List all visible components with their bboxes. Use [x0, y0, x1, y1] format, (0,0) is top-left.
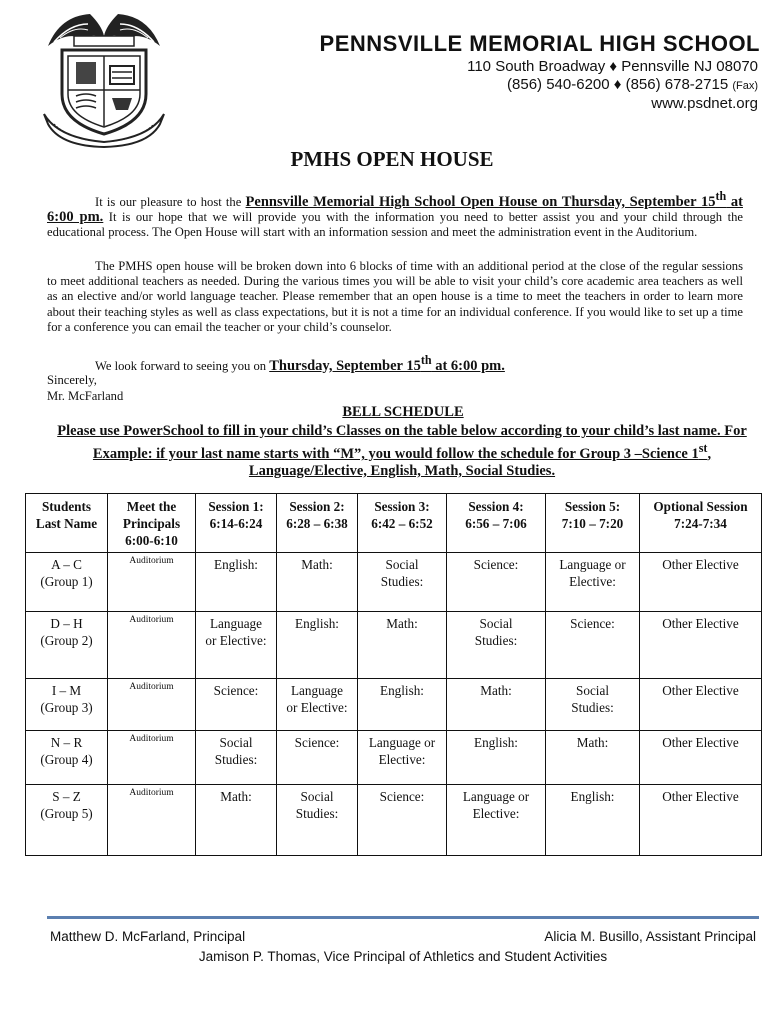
- header-line: Students: [41, 499, 92, 514]
- session-cell: [546, 612, 640, 679]
- header-line: Session 3:: [374, 499, 430, 514]
- table-row: [26, 785, 762, 856]
- closing-emphasis-text: Thursday, September 15: [269, 357, 421, 374]
- session-line: Math:: [480, 683, 512, 698]
- session-cell: [277, 785, 358, 856]
- group-line: (Group 3): [40, 700, 93, 715]
- header-line: 6:14-6:24: [209, 516, 263, 531]
- session-line: Social: [385, 557, 419, 572]
- session-cell: [640, 785, 762, 856]
- header-line: Session 5:: [564, 499, 621, 514]
- session-line: Science:: [294, 735, 340, 750]
- intro-emphasis-text: Pennsville Memorial High School Open House on Thursday, September 15: [245, 193, 716, 210]
- session-line: Studies:: [380, 574, 424, 589]
- group-cell: [26, 612, 108, 679]
- location-label: Auditorium: [129, 682, 174, 692]
- session-line: Science:: [473, 557, 519, 572]
- session-cell: [640, 612, 762, 679]
- school-website: www.psdnet.org: [651, 95, 758, 112]
- table-header-cell: [108, 494, 196, 553]
- table-header-cell: [358, 494, 447, 553]
- session-cell: [640, 553, 762, 612]
- group-cell: [26, 553, 108, 612]
- group-line: N – R: [50, 735, 83, 750]
- group-line: D – H: [50, 616, 83, 631]
- session-cell: [447, 679, 546, 731]
- intro-emphasis-sup: th: [715, 189, 727, 203]
- session-cell: [196, 785, 277, 856]
- table-row: [26, 612, 762, 679]
- table-header-cell: [640, 494, 762, 553]
- group-line: I – M: [51, 683, 82, 698]
- fax-label: (Fax): [732, 80, 758, 92]
- session-cell: [640, 731, 762, 785]
- principals-cell: [108, 553, 196, 612]
- session-line: English:: [380, 683, 424, 698]
- principals-cell: [108, 679, 196, 731]
- phone-numbers: (856) 540-6200 ♦ (856) 678-2715: [507, 76, 729, 93]
- school-address: 110 South Broadway ♦ Pennsville NJ 08070: [467, 58, 758, 75]
- session-line: Science:: [213, 683, 259, 698]
- instructions-tail: , Language/Elective, English, Math, Social Studies.: [248, 445, 712, 479]
- session-line: Math:: [576, 735, 609, 750]
- header-line: 6:00-6:10: [125, 533, 178, 548]
- session-line: English:: [570, 789, 615, 804]
- session-line: Science:: [570, 616, 615, 631]
- location-label: Auditorium: [129, 615, 174, 625]
- session-line: Other Elective: [662, 616, 739, 631]
- session-line: Math:: [301, 557, 333, 572]
- header-line: Meet the: [126, 499, 177, 514]
- location-label: Auditorium: [129, 788, 174, 798]
- session-cell: [640, 679, 762, 731]
- session-line: Social: [479, 616, 513, 631]
- group-cell: [26, 731, 108, 785]
- school-name: PENNSVILLE MEMORIAL HIGH SCHOOL: [319, 31, 760, 56]
- session-cell: [196, 731, 277, 785]
- table-row: [26, 731, 762, 785]
- session-line: Language: [210, 616, 262, 631]
- header-line: 6:56 – 7:06: [465, 516, 527, 531]
- closing-salutation: Sincerely,: [47, 373, 97, 387]
- session-line: Elective:: [472, 806, 520, 821]
- session-cell: [546, 785, 640, 856]
- header-line: Session 2:: [289, 499, 345, 514]
- intro-emphasis-tail: at 6:00 pm.: [47, 193, 743, 226]
- table-header-cell: [546, 494, 640, 553]
- school-crest-icon: [40, 6, 168, 148]
- schedule-instructions: [54, 423, 750, 480]
- session-line: Social: [576, 683, 609, 698]
- table-header-cell: [196, 494, 277, 553]
- session-cell: [447, 553, 546, 612]
- intro-lead: It is our pleasure to host the: [95, 194, 246, 209]
- session-line: English:: [474, 735, 518, 750]
- closing-paragraph: [47, 353, 743, 374]
- footer-divider: [47, 916, 759, 919]
- group-line: (Group 4): [40, 752, 93, 767]
- session-line: Elective:: [569, 574, 616, 589]
- session-cell: [196, 612, 277, 679]
- group-line: A – C: [51, 557, 82, 572]
- session-line: Language or: [559, 557, 626, 572]
- principals-cell: [108, 785, 196, 856]
- group-cell: [26, 785, 108, 856]
- session-line: Studies:: [295, 806, 339, 821]
- location-label: Auditorium: [129, 556, 174, 566]
- group-line: S – Z: [52, 789, 81, 804]
- header-line: Principals: [122, 516, 181, 531]
- session-line: Studies:: [571, 700, 614, 715]
- intro-paragraph: [47, 189, 743, 240]
- session-line: Science:: [379, 789, 425, 804]
- group-line: (Group 1): [40, 574, 93, 589]
- closing-emphasis-tail: at 6:00 pm.: [431, 357, 505, 374]
- footer-assistant-principal: Alicia M. Busillo, Assistant Principal: [544, 929, 756, 944]
- session-line: English:: [214, 557, 258, 572]
- details-paragraph: [47, 259, 743, 335]
- table-header-cell: [26, 494, 108, 553]
- school-phone: [507, 76, 758, 93]
- session-cell: [277, 731, 358, 785]
- header-line: 7:10 – 7:20: [561, 516, 624, 531]
- page-title: PMHS OPEN HOUSE: [290, 147, 494, 171]
- session-line: Math:: [386, 616, 418, 631]
- session-cell: [196, 553, 277, 612]
- session-cell: [546, 731, 640, 785]
- table-body: [26, 553, 762, 856]
- session-line: Math:: [220, 789, 252, 804]
- closing-lead: We look forward to seeing you on: [95, 358, 270, 373]
- signature-name: Mr. McFarland: [47, 389, 124, 403]
- bell-schedule-table: [25, 493, 762, 856]
- table-header-row: [26, 494, 762, 553]
- session-line: Studies:: [474, 633, 518, 648]
- session-line: Social: [219, 735, 253, 750]
- session-cell: [277, 612, 358, 679]
- header-line: Last Name: [35, 516, 98, 531]
- session-line: Language: [291, 683, 343, 698]
- principals-cell: [108, 612, 196, 679]
- session-cell: [358, 553, 447, 612]
- session-cell: [546, 679, 640, 731]
- session-line: Social: [300, 789, 334, 804]
- footer-principal: Matthew D. McFarland, Principal: [50, 929, 246, 944]
- instructions-text: Please use PowerSchool to fill in your child’s Classes on the table below according to your child’s last name. For Example: if your last name starts with “M”, you would follow the schedule for Group 3 –Science 1: [57, 423, 747, 462]
- intro-rest: It is our hope that we will provide you with the information you need to better assist you and your child through the educational process. The Open House will start with an information session and meet the administration event in the Auditorium.: [47, 210, 743, 240]
- header-line: Session 4:: [468, 499, 524, 514]
- header-line: Session 1:: [208, 499, 264, 514]
- table-header-cell: [277, 494, 358, 553]
- session-cell: [447, 731, 546, 785]
- session-line: Language or: [462, 789, 530, 804]
- closing-emphasis-sup: th: [420, 353, 432, 367]
- session-cell: [277, 679, 358, 731]
- session-line: Elective:: [378, 752, 426, 767]
- session-cell: [196, 679, 277, 731]
- session-cell: [546, 553, 640, 612]
- footer-vice-principal: Jamison P. Thomas, Vice Principal of Athletics and Student Activities: [198, 949, 608, 964]
- instructions-sup: st: [698, 441, 708, 455]
- session-line: or Elective:: [286, 700, 348, 715]
- session-line: Studies:: [214, 752, 258, 767]
- header-line: Optional Session: [653, 499, 748, 514]
- table-row: [26, 553, 762, 612]
- header-line: 7:24-7:34: [674, 516, 727, 531]
- session-line: English:: [295, 616, 339, 631]
- session-cell: [358, 679, 447, 731]
- session-cell: [447, 785, 546, 856]
- closing-emphasis: [269, 353, 505, 374]
- session-cell: [358, 785, 447, 856]
- group-line: (Group 5): [40, 806, 93, 821]
- header-line: 6:42 – 6:52: [371, 516, 433, 531]
- header-line: 6:28 – 6:38: [286, 516, 348, 531]
- principals-cell: [108, 731, 196, 785]
- details-text: The PMHS open house will be broken down into 6 blocks of time with an additional period at the close of the regular sessions to meet additional teachers as needed. During the various times you will be able to visit your child’s core academic area teachers as well as an elective and/or world language teacher. Please remember that an open house is a time to meet the teachers in order to learn more about their teaching styles as well as class expectations, but it is not a time for an individual conference. If you would like to set up a time for a conference you can email the teacher or your child’s counselor.: [47, 259, 743, 334]
- table-header-cell: [447, 494, 546, 553]
- session-line: Other Elective: [662, 789, 739, 804]
- session-line: Other Elective: [662, 557, 739, 572]
- session-cell: [358, 612, 447, 679]
- session-line: or Elective:: [205, 633, 267, 648]
- session-cell: [447, 612, 546, 679]
- session-line: Other Elective: [662, 735, 739, 750]
- session-cell: [358, 731, 447, 785]
- group-line: (Group 2): [40, 633, 93, 648]
- session-line: Other Elective: [662, 683, 739, 698]
- location-label: Auditorium: [129, 734, 174, 744]
- table-row: [26, 679, 762, 731]
- group-cell: [26, 679, 108, 731]
- session-line: Language or: [368, 735, 436, 750]
- bell-schedule-title: BELL SCHEDULE: [342, 404, 464, 420]
- session-cell: [277, 553, 358, 612]
